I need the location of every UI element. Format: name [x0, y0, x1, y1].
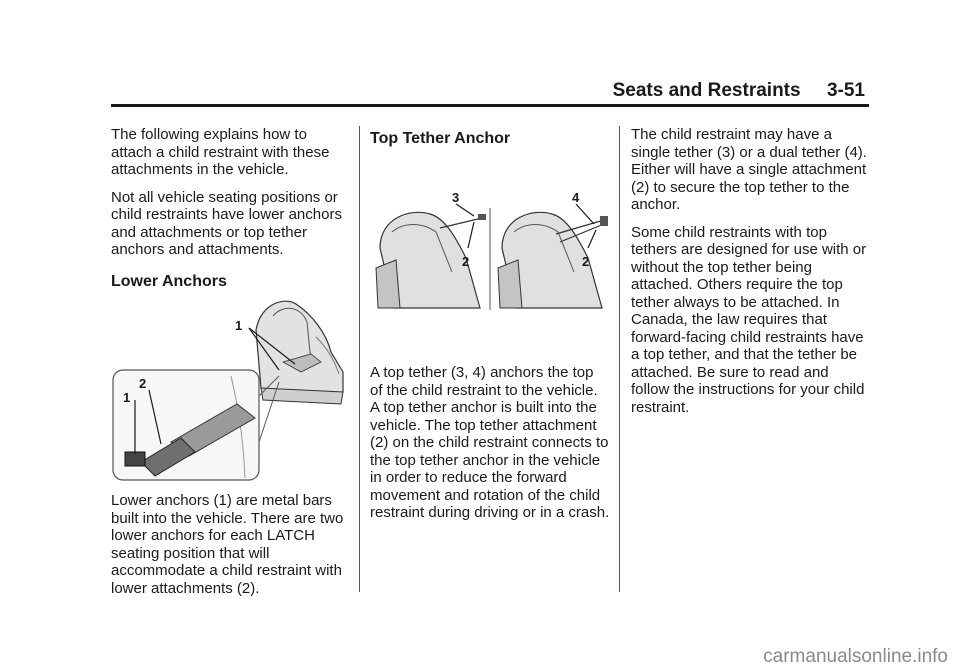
top-tether-illustration: [370, 188, 610, 312]
callout-3: 3: [452, 190, 460, 205]
section-heading-top-tether: Top Tether Anchor: [370, 130, 511, 147]
column-middle-lower: [370, 364, 610, 532]
column-left: [111, 126, 351, 290]
column-left-lower: [111, 492, 351, 607]
lower-anchors-illustration: [111, 292, 351, 484]
callout-2-dual: 2: [582, 254, 590, 269]
tether-requirements-paragraph: Some child restraints with top tethers are designed for use with or without the top tether being attached. Others require the top tether always to be attached. In Canada, the law requires that forward-facing child restraints have a top tether, and that the tether be attached. Be sure to read and follow the instructions for your child restraint.: [631, 223, 867, 416]
header-rule: [111, 104, 869, 107]
callout-2-inset: 2: [139, 376, 147, 391]
availability-paragraph: Not all vehicle seating positions or child restraints have lower anchors and attachments or top tether anchors and attachments.: [111, 188, 342, 258]
callout-1-top: 1: [235, 318, 243, 333]
column-middle: [370, 126, 610, 148]
column-divider-1: [359, 126, 360, 592]
intro-paragraph: The following explains how to attach a child restraint with these attachments in the vehicle.: [111, 126, 330, 178]
tether-types-paragraph: The child restraint may have a single tether (3) or a dual tether (4). Either will have a single attachment (2) to secure the top tether to the anchor.: [631, 126, 867, 213]
callout-1-inset: 1: [123, 390, 131, 405]
lower-anchors-paragraph: Lower anchors (1) are metal bars built into the vehicle. There are two lower anchors for each LATCH seating position that will accommodate a child restraint with lower attachments (2).: [111, 492, 344, 597]
callout-4: 4: [572, 190, 580, 205]
column-divider-2: [619, 126, 620, 592]
watermark-text: carmanualsonline.info: [763, 646, 948, 667]
page-header-title: Seats and Restraints 3-51: [612, 80, 865, 101]
section-heading-lower-anchors: Lower Anchors: [111, 272, 227, 290]
callout-2-single: 2: [462, 254, 470, 269]
top-tether-paragraph: A top tether (3, 4) anchors the top of the child restraint to the vehicle. A top tether anchor is built into the vehicle. The top tether attachment (2) on the child restraint connects to the top tether anchor in the vehicle in order to reduce the forward movement and rotation of the child restraint during driving or in a crash.: [370, 364, 610, 521]
column-right: [631, 126, 871, 426]
